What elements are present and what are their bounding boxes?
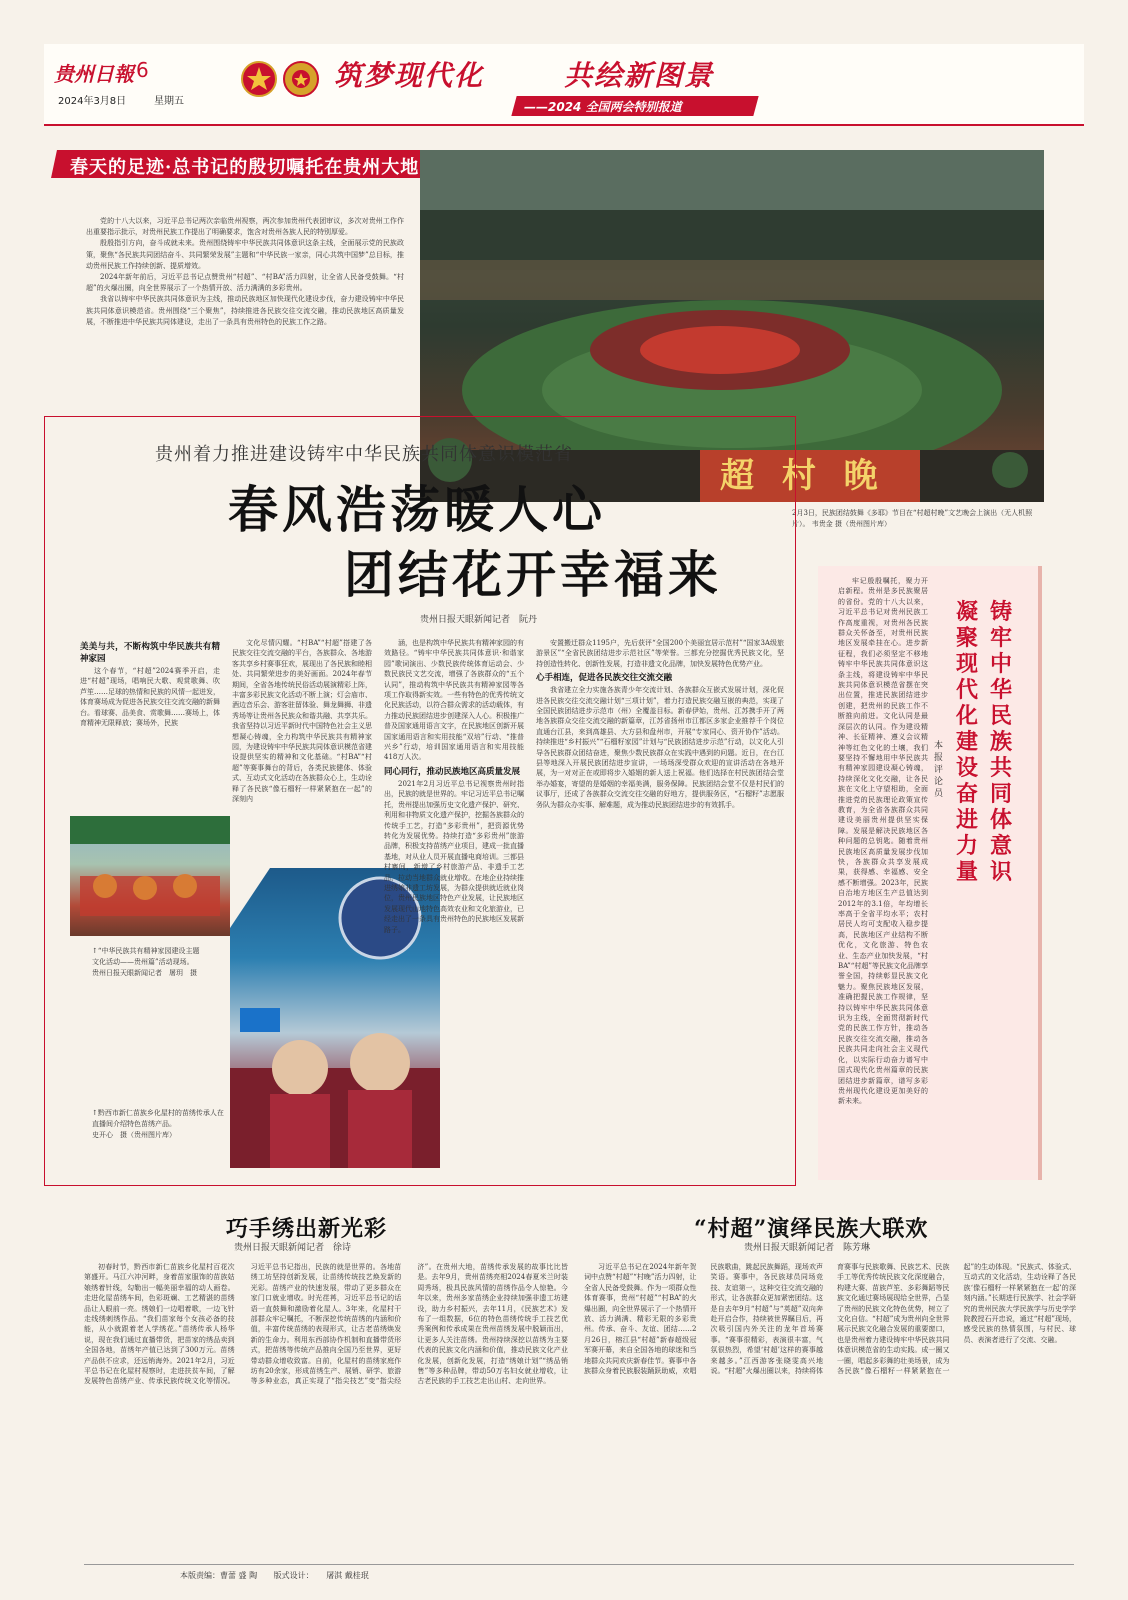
national-emblem-icon <box>240 60 278 98</box>
photo2-credit: 史开心 摄（贵州图片库） <box>92 1131 176 1139</box>
main-col-4 <box>536 638 784 1178</box>
commentary-text-top <box>838 576 928 1106</box>
bottom-left-byline: 贵州日报天眼新闻记者 徐诗 <box>234 1243 352 1253</box>
main-col3-text-b: 2021年2月习近平总书记视察贵州时指出，民族的就是世界的。牢记习近平总书记嘱托，贵州提出加强历史文化遗产保护、研究、利用和非物质文化遗产保护，挖掘各族群众的传统手工艺，打造“多彩贵州”，把资源优势转化为发展优势。持续打造“多彩贵州”旅游品牌，积极支持苗绣产业项目，建成一批直播基地，对从业人员开展直播电商培训。三都县村寨间，新增了乡村旅游产品、非遗手工艺品，拉动当地群众就业增收。在地企业持续推进绣娘非遗工坊发展，为群众提供就近就业岗位，贵州民族地区特色产业发展，让民族地区发展现代山地特色高效农业和文化旅游业，已经走出了一条具有贵州特色的民族地区发展新路子。 <box>384 779 524 934</box>
issue-weekday: 星期五 <box>154 96 184 107</box>
photo1-credit: 贵州日报天眼新闻记者 屠玥 摄 <box>92 969 197 977</box>
main-kicker: 贵州着力推进建设铸牢中华民族共同体意识模范省 <box>155 444 573 465</box>
photo1-caption: ↑“中华民族共有精神家园建设主题文化活动——贵州篇”活动现场。 <box>92 947 200 966</box>
masthead <box>44 44 1084 126</box>
top-photo-credit: 韦贵金 摄（贵州图片库） <box>811 520 891 528</box>
main-col4-subhead: 心手相连，促进各民族交往交流交融 <box>536 673 673 684</box>
intro-text <box>86 216 404 408</box>
footer-rule <box>84 1564 1074 1565</box>
photo2-caption: ↑黔西市新仁苗族乡化屋村的苗绣传承人在直播间介绍特色苗绣产品。 <box>92 1109 224 1128</box>
main-col2-text: 文化尽情闪耀。“村BA”“村超”搭建了各民族交往交流交融的平台，各族群众、各地游客共享乡村赛事狂欢，展现出了各民族和睦相处、共同繁荣进步的美好画面。2024年春节期间，全省各地传统民俗活动展演精彩上阵，丰富多彩民族文化活动不断上演；灯会庙市、酒边音乐会、游客驻留体验、舞龙舞狮、非遗秀场等让贵州各民族众和谐共融、共享共乐。我省坚持以习近平新时代中国特色社会主义思想凝心铸魂，全力构筑中华民族共有精神家园，为建设铸牢中华民族共同体意识模范省建设提供坚实的精神和文化基础。“村BA”“村超”等赛事舞台的背后，各类民族健体、体验式、互动式文化活动在各族群众心上，生动诠释了各民族“像石榴籽一样紧紧抱在一起”的深刻内 <box>232 639 372 804</box>
special-report-label: ——2024 全国两会特别报道 <box>524 100 682 114</box>
photo1-caption-block <box>92 946 202 979</box>
bottom-right-headline: “村超”演绎民族大联欢 <box>694 1216 929 1242</box>
bottom-right-text <box>584 1262 1076 1558</box>
main-byline: 贵州日报天眼新闻记者 阮丹 <box>420 615 538 625</box>
main-col3-subhead: 同心同行，推动民族地区高质量发展 <box>384 766 521 777</box>
main-col-2 <box>232 638 372 866</box>
commentary-text: 牢记殷殷嘱托，聚力开启新程。贵州是多民族聚居的省份。党的十八大以来，习近平总书记对贵州民族工作高度重视，对贵州各民族群众关怀备至，对贵州民族地区发展牵挂在心。进步新征程，我们必须坚定不移地铸牢中华民族共同体意识这条主线，将建设铸牢中华民族共同体意识模范省摆在突出位置，推进民族团结进步创建，把贵州的民族工作不断推向前进。文化认同是最深层次的认同。作为建设精神、长征精神、遵义会议精神等红色文化的土壤，我们要坚持不懈地用中华民族共有精神家园建设凝心铸魂，持续深化文化交融，让各民族在文化上守望相助，全面推进党的民族理论政策宣传教育，为全省各族群众共同建设美丽贵州提供坚实保障。发展是解决民族地区各种问题的总钥匙。随着贵州民族地区高质量发展步伐加快，各族群众共享发展成果，获得感、幸福感、安全感不断增强。2023年，民族自治地方地区生产总值达到2012年的3.1倍，年均增长率高于全省平均水平；农村居民人均可支配收入稳步提高，民族地区产业结构不断优化，文化旅游、特色农业、生态产业加快发展，“村BA”“村超”等民族文化品牌享誉全国，持续彰显民族文化魅力。聚焦民族地区发展，准确把握民族工作规律，坚持以铸牢中华民族共同体意识为主线，全面贯彻新时代党的民族工作方针，推动各民族交往交流交融，推动各民族共同走向社会主义现代化，以实际行动奋力谱写中国式现代化贵州篇章的民族团结进步新篇章，谱写多彩贵州现代化建设更加美好的新未来。 <box>838 577 928 1106</box>
top-photo-caption-text: 2月3日，民族团结鼓舞《多耶》节目在“村超村晚”文艺晚会上演出（无人机照片）。 <box>792 509 1033 528</box>
bottom-left-text <box>84 1262 568 1558</box>
footer-design: 版式设计： <box>273 1571 314 1580</box>
intro-paragraph: 党的十八大以来，习近平总书记两次亲临贵州视察，两次参加贵州代表团审议，多次对贵州工作作出重要指示批示，对贵州民族工作提出了明确要求，饱含对贵州各族人民的特别厚爱。 <box>86 217 404 237</box>
main-headline-1: 春风浩荡暖人心 <box>228 480 606 539</box>
main-col1-text: 这个春节，“村超”2024赛季开启，走进“村超”现场，唱响民大歌、观赏歌舞、吹芦笙……足球的热情和民族的风情一起迸发，体育赛场成为促进各民族交往交流交融的新舞台。看球赛、品美食、赏歌舞……赛场上，体育精神无限释放；赛场外，民族 <box>80 667 220 728</box>
main-col-3 <box>384 638 524 1178</box>
intro-paragraph: 我省以铸牢中华民族共同体意识为主线，推动民族地区加快现代化建设步伐，奋力建设铸牢中华民族共同体意识模范省。贵州围绕“三个聚焦”，持续推进各民族交往交流交融，推动民族地区高质量发展，不断推进中华民族共同体建设，走出了一条具有贵州特色的民族工作之路。 <box>86 295 404 326</box>
issue-date: 2024年3月8日 <box>58 96 127 107</box>
main-col4-text-b: 我省建立全力实施各族青少年交流计划、各族群众互嵌式发展计划，深化促进各民族交往交流交融计划“三项计划”，着力打造民族交融互嵌的典范，实现了全国民族团结进步示范市（州）全覆盖目标。新春伊始，贵州、江苏携手开了两地各族群众交往交流交融的新篇章，江苏省扬州市江都区多家企业推荐千个岗位直通台江县，来到高雄县、大方县和盘州市，开展“专家同心、资开协作”活动。持续推进“乡村振兴”“石榴籽家园”计划与“民族团结进步示范”行动，以文化人引导各民族群众团结奋进，聚焦少数民族群众在实践中遇到的问题。近日，在台江县等地深入开展民族团结进步宣讲，一场场深受群众欢迎的宣讲活动在各地开展，为一对对正在或即将步入婚姻的新人送上祝福。他们选择在村民族团结会堂举办婚宴，寄望的是婚姻的幸福美满，服务保障。民族团结会堂不仅是村民们的议事厅，还成了各族群众交流交往交融的好地方，提供服务区，“石榴籽”志愿服务队为群众办实事、解难题，成为推动民族团结进步的有效抓手。 <box>536 686 784 809</box>
cppcc-emblem-icon <box>282 60 320 98</box>
intro-paragraph: 2024年新年前后，习近平总书记点赞贵州“村超”、“村BA”活力四射，让全省人民备受鼓舞。“村超”的火爆出圈，向全世界展示了一个热情开放、活力满满的多彩贵州。 <box>86 273 404 293</box>
slogan-left: 筑梦现代化 <box>334 59 485 92</box>
main-col-1 <box>80 638 220 806</box>
commentary-title-1: 铸牢中华民族共同体意识 <box>990 600 1013 885</box>
slogan-right: 共绘新图景 <box>564 59 715 92</box>
main-headline-2: 团结花开幸福来 <box>344 545 722 604</box>
footer-proof: 屠淇 戴桂珉 <box>326 1571 369 1580</box>
photo-overlay-text: 超 村 晚 <box>720 456 886 496</box>
page-number: 6 <box>136 58 149 82</box>
paper-name: 贵州日報 <box>54 62 134 86</box>
main-col1-subhead: 美美与共，不断构筑中华民族共有精神家园 <box>80 642 220 664</box>
main-col3-text: 涵，也是构筑中华民族共有精神家园的有效路径。“铸牢中华民族共同体意识·和谐家园”歌词演出、少数民族传统体育运动会、少数民族民文艺交流，增强了各族群众的“五个认同”，推动构筑中华民族共有精神家园等各项工作取得新实效。一些有特色的优秀传统文化民族活动，以符合群众需求的活动载体，有力推动民族团结进步创建深入人心。积极推广普及国家通用语言文字，在民族地区创新开展国家通用语言和实用技能“双培”行动、“推普兴乡”行动，培训国家通用语言和实用技能418万人次。 <box>384 639 524 762</box>
bottom-right-byline: 贵州日报天眼新闻记者 陈芳琳 <box>744 1243 871 1253</box>
top-photo-caption <box>792 508 1036 530</box>
photo2-caption-block <box>92 1108 228 1141</box>
footer-editor: 本版责编：曹蕾 盛 陶 <box>180 1571 258 1580</box>
bottom-right-body: 习近平总书记在2024年新年贺词中点赞“村超”“村晚”活力四射，让全省人民备受鼓舞。作为一项群众性体育赛事，贵州“村超”“村BA”的火爆出圈，向全世界展示了一个热情开放、活力满满、精彩无限的多彩贵州。传承、奋斗、友谊、团结……2月26日，榕江县“村超”新春超级冠军赛开幕，来自全国各地的球迷和当地群众共同欢庆新春佳节。赛事中各族群众身着民族服装踊跃助威，欢唱民族歌曲，跳起民族舞蹈，现场欢声笑语。赛事中，各民族球员同场竞技、友谊第一，这种交往交流交融的形式，让各族群众更加紧密团结。这是自去年9月“村超”与“英超”双向奔赴开启合作，持续被世界瞩目后，再次吸引国内外关注的龙年首场赛事。“赛事很精彩，表演很丰富，气氛很热烈，希望‘村超’这样的赛事越来越多。”江西游客张晓雯高兴地说。“村超”火爆出圈以来，持续将体育赛事与民族歌舞、民族艺术、民族手工等优秀传统民族文化深度融合，构建大赛、苗族芦笙、多彩舞蹈等民族文化通过赛场展现给全世界，凸显了贵州的民族文化特色优势，树立了文化自信。“村超”成为贵州向全世界展示民族文化融合发展的重要窗口，也是贵州着力建设铸牢中华民族共同体意识模范省的生动实践。成一圈又一圈，唱起多彩舞的壮美场景，成为各民族“像石榴籽一样紧紧抱在一起”的生动体现。“民族式、体验式、互动式的文化活动，生动诠释了各民族‘像石榴籽一样紧紧抱在一起’的深刻内涵。”长期进行民族学、社会学研究的贵州民族大学民族学与历史学学院教授石开忠说，通过“村超”现场，感受民族的热情氛围，与村民、球员、表演者进行了交流、交融。 <box>584 1263 1076 1376</box>
footer <box>180 1570 369 1581</box>
bottom-left-body: 初春时节，黔西市新仁苗族乡化屋村百花次第盛开。马江六冲河畔，身着苗家服饰的苗族姑娘绣着针线，勾勒出一幅美丽幸福的动人画卷。走进化屋苗绣车间，色彩斑斓、工艺精湛的苗绣品让人眼前一亮。绣娘们一边唱着歌，一边飞针走线绣刺绣作品。“我们苗家每个女孩必备的技能，从小就跟着老人学绣花。”苗绣传承人杨华说，现在我们通过直播带货，把苗家的绣品卖到全国各地，苗绣年产值已达到了300万元。苗绣产品供不应求，还远销海外。2021年2月，习近平总书记在化屋村视察时，走进扶贫车间，了解发展特色苗绣产业、传承民族传统文化等情况。习近平总书记指出，民族的就是世界的。各地苗绣工坊坚持创新发展，让苗绣传统技艺焕发新的光彩。苗绣产业的快速发展，带动了更多群众在家门口就业增收。时光荏苒，习近平总书记的话语一直鼓舞和激励着化屋人。3年来，化屋村干部群众牢记嘱托，不断深挖传统苗绣的内涵和价值，丰富传统苗绣的表现形式，让古老苗绣焕发新的生命力。利用东西部协作机制和直播带货形式，把苗绣等传统产品推向全国乃至世界，更好带动群众增收致富。自前，化屋村的苗绣家庭作坊有20余家，形成苗绣生产、展销、研学、旅游等多种业态，真正实现了“指尖技艺”变“指尖经济”。在贵州大地，苗绣传承发展的故事比比皆是。去年9月，贵州苗绣亮相2024春夏米兰时装周秀场，极具民族风情的苗绣作品令人惊艳。今年以来，贵州多家苗绣企业持续加强非遗工坊建设，助力乡村振兴，去年11月，《民族艺术》发布了一组数据，6位的特色苗绣传统手工技艺优秀案例和传承成果在贵州苗绣发展中脱颖而出，让更多人关注苗绣。贵州持续深挖以苗绣为主要代表的民族文化内涵和价值，推动民族文化产业化发展，创新化发展，打造“绣娘计划”“绣品销售”等多种品牌，带动50万名妇女就业增收，让古老民族的手工技艺走出山村、走向世界。 <box>84 1263 568 1386</box>
culture-event-photo-art <box>70 816 230 936</box>
commentary-title-2: 凝聚现代化建设奋进力量 <box>956 600 979 885</box>
intro-paragraph: 殷殷指引方向，奋斗成就未来。贵州围绕铸牢中华民族共同体意识这条主线，全面展示党的民族政策，聚焦“各民族共同团结奋斗、共同繁荣发展”主题和“中华民族一家亲，同心共筑中国梦”总目标，推动贵州民族工作持续创新、提质增效。 <box>86 239 404 270</box>
culture-event-photo <box>70 816 230 936</box>
section-banner-title: 春天的足迹·总书记的殷切嘱托在贵州大地 <box>70 157 420 178</box>
bottom-left-headline: 巧手绣出新光彩 <box>226 1216 388 1242</box>
commentary-byline: 本报评论员 <box>934 741 944 799</box>
main-col4-text: 安置搬迁群众1195户，先后获评“全国200个美丽宜居示范村”“国家3A级旅游景区”“全省民族团结进步示范社区”等荣誉。三都充分挖掘优秀民族文化，坚持创造性转化、创新性发展，打造非遗文化品牌，加快发展特色优势产业。 <box>536 639 784 668</box>
